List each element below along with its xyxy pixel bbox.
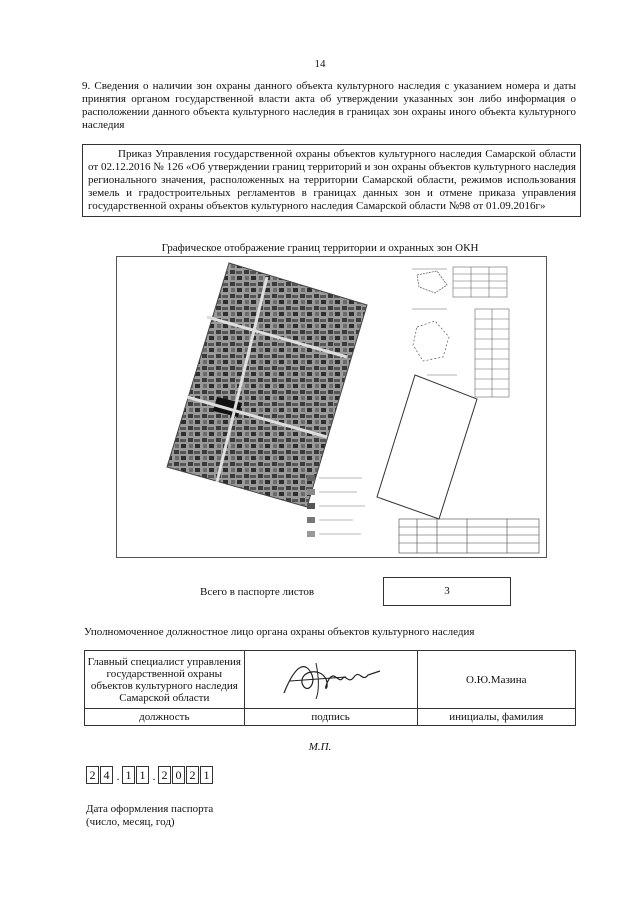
date-digit: 2 [86,766,99,784]
zone-schemes [412,269,457,375]
date-separator: . [116,769,120,783]
passport-date [86,766,214,784]
date-caption-line1: Дата оформления паспорта [86,803,214,815]
date-caption-line2: (число, месяц, год) [86,816,175,828]
position-cell: Главный специалист управления государственной охраны объектов культурного наследия Самарской области [85,651,245,709]
order-text-box: Приказ Управления государственной охраны объектов культурного наследия Самарской области от 02.12.2016 № 126 «Об утверждении границ территорий и зон охраны объектов культурного наследия регионального значения, расположенных на территории Самарской области, режимов использования земель и градостроительных регламентов в границах данных зон и отмене приказа управления государственной охраны объектов культурного наследия Самарской области №98 от 01.09.2016г» [82,144,581,217]
map-legend [307,475,365,537]
handwritten-signature [276,653,386,703]
date-digit: 1 [136,766,149,784]
date-caption [86,803,213,829]
date-digit: 2 [186,766,199,784]
date-digit: 1 [200,766,213,784]
graphic-caption: Графическое отображение границ территории и охранных зон ОКН [161,242,479,254]
page-number: 14 [314,58,326,70]
legend-tables [453,267,509,397]
date-digit: 0 [172,766,185,784]
date-digit: 1 [122,766,135,784]
map-drawing [117,257,546,557]
boundary-map-image [116,256,547,558]
aerial-map-area [167,263,367,507]
col-name-caption: инициалы, фамилия [417,709,575,726]
date-digit: 2 [158,766,171,784]
date-digit: 4 [100,766,113,784]
seal-place-label: М.П. [308,741,332,753]
territory-outline [377,375,477,519]
date-separator: . [152,769,156,783]
authorized-official-title: Уполномоченное должностное лицо органа охраны объектов культурного наследия [84,626,475,638]
name-cell: О.Ю.Мазина [417,651,575,709]
signature-cell [244,651,417,709]
col-signature-caption: подпись [244,709,417,726]
sheets-total-value: 3 [383,577,511,606]
drawing-title-block [399,519,539,553]
sheets-total-label: Всего в паспорте листов [200,586,315,598]
col-position-caption: должность [85,709,245,726]
section-9-heading: 9. Сведения о наличии зон охраны данного объекта культурного наследия с указанием номера и даты принятия органом государственной власти акта об утверждении указанных зон либо информация о расположении данного объекта культурного наследия в границах зон охраны иного объекта культурного наследия [82,80,576,131]
signature-table [84,650,576,726]
